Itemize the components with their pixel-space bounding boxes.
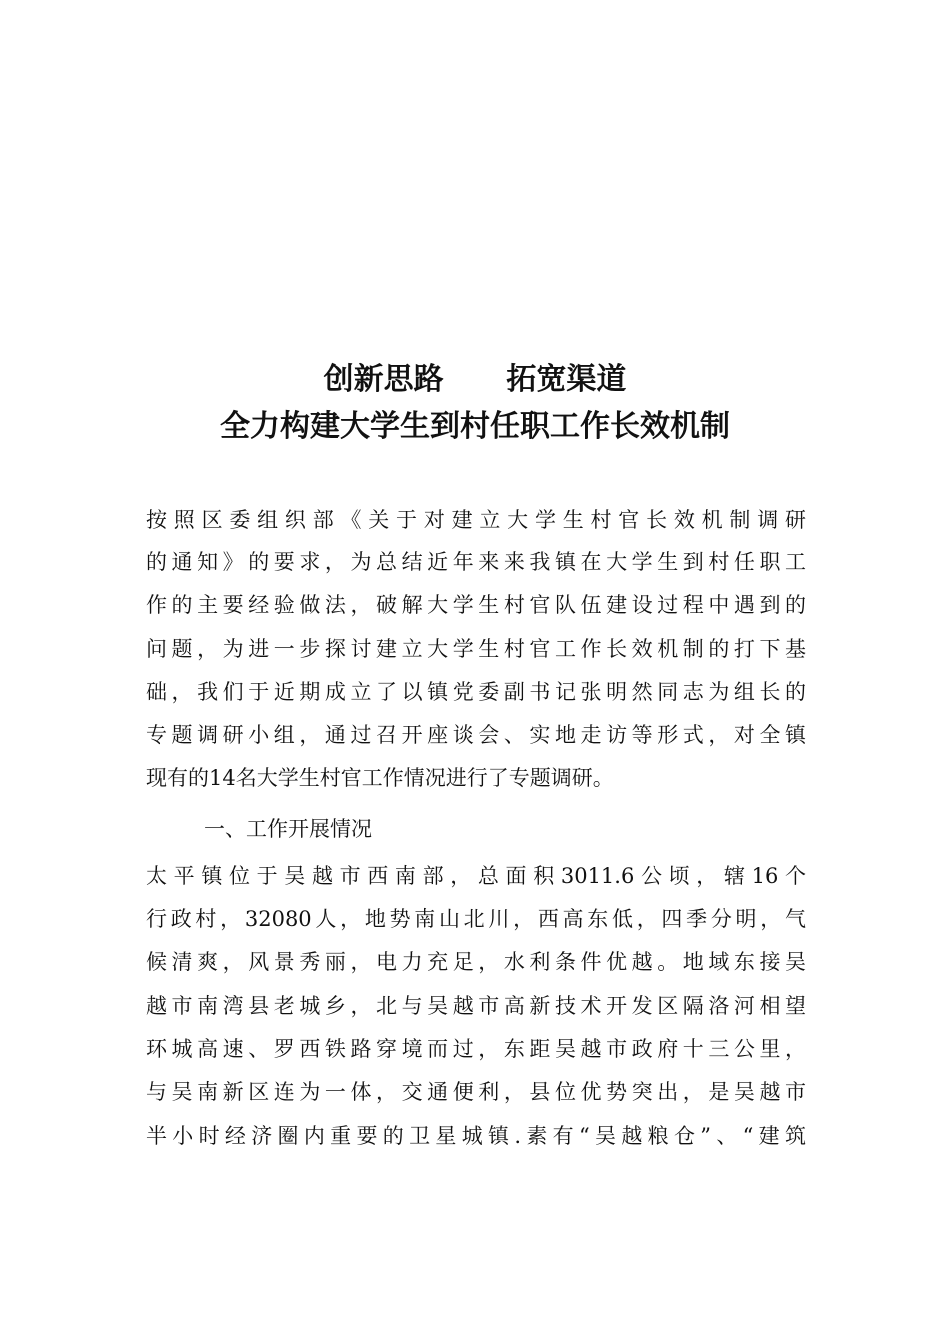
section-heading: 一、工作开展情况 [204,817,372,841]
title-line-2: 全力构建大学生到村任职工作长效机制 [220,409,730,444]
intro-line: 作的主要经验做法，破解大学生村官队伍建设过程中遇到的 [146,593,806,617]
section-line: 环城高速、罗西铁路穿境而过，东距吴越市政府十三公里， [146,1037,806,1061]
section-line: 越市南湾县老城乡，北与吴越市高新技术开发区隔洛河相望 [146,994,806,1018]
intro-line: 问题，为进一步探讨建立大学生村官工作长效机制的打下基 [146,637,806,661]
intro-line: 现有的14名大学生村官工作情况进行了专题调研。 [146,766,614,790]
section-line: 行政村，32080人，地势南山北川，西高东低，四季分明，气 [146,907,806,931]
intro-line: 础，我们于近期成立了以镇党委副书记张明然同志为组长的 [146,680,806,704]
title-line-1: 创新思路 拓宽渠道 [323,362,627,397]
intro-line: 按照区委组织部《关于对建立大学生村官长效机制调研 [146,508,806,532]
section-line: 与吴南新区连为一体，交通便利，县位优势突出，是吴越市 [146,1080,806,1104]
section-line: 太平镇位于吴越市西南部，总面积3011.6公顷，辖16个 [146,864,806,888]
intro-line: 的通知》的要求，为总结近年来来我镇在大学生到村任职工 [146,550,806,574]
section-line: 候清爽，风景秀丽，电力充足，水利条件优越。地域东接吴 [146,950,806,974]
intro-line: 专题调研小组，通过召开座谈会、实地走访等形式，对全镇 [146,723,806,747]
section-line: 半小时经济圈内重要的卫星城镇.素有“吴越粮仓”、“建筑 [146,1124,806,1148]
